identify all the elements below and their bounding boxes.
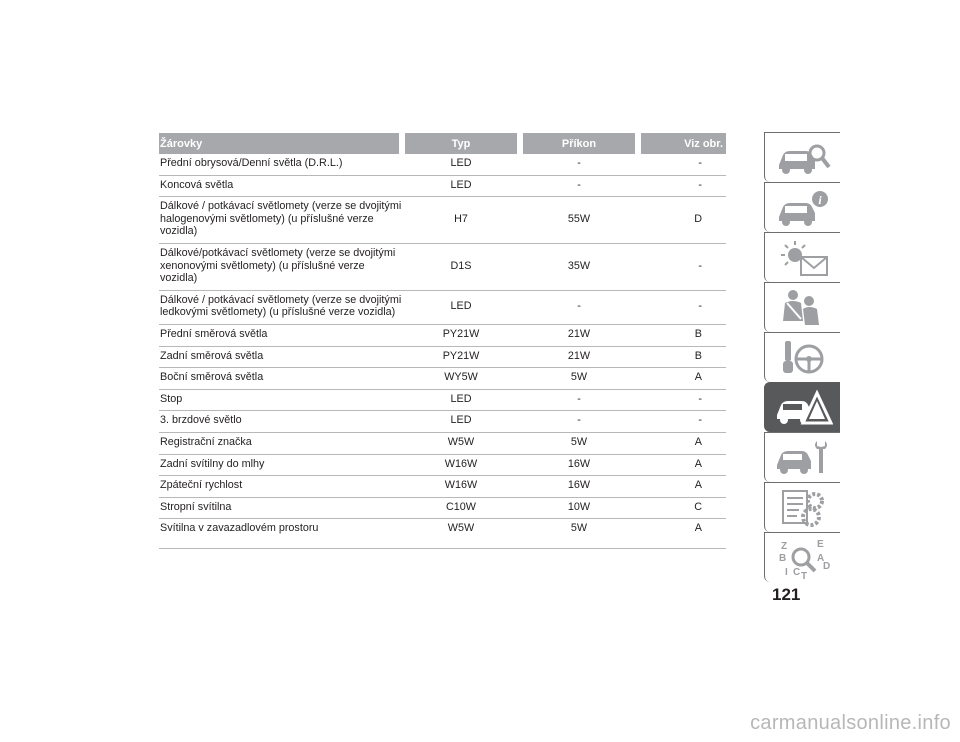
table-row (159, 476, 726, 498)
bulb-power: 16W (520, 476, 638, 498)
bulb-figure: - (638, 175, 726, 197)
bulb-name: Stop (159, 389, 402, 411)
alphabetical-index-icon (773, 537, 833, 579)
table-row (159, 175, 726, 197)
car-info-icon (773, 187, 833, 229)
key-steering-wheel-icon (773, 337, 833, 379)
bulb-figure: C (638, 497, 726, 519)
table-row (159, 454, 726, 476)
bulb-figure: A (638, 519, 726, 549)
svg-text:i: i (817, 192, 822, 207)
bulb-power: 16W (520, 454, 638, 476)
bulb-type: PY21W (402, 346, 520, 368)
bulb-figure: A (638, 432, 726, 454)
bulb-power: - (520, 389, 638, 411)
bulb-type: LED (402, 154, 520, 175)
bulb-power: 35W (520, 243, 638, 290)
table-row (159, 497, 726, 519)
bulb-power: 5W (520, 368, 638, 390)
svg-text:A: A (816, 552, 824, 564)
tab-servicing-care[interactable] (764, 432, 840, 482)
table-header-row (159, 133, 726, 154)
bulb-type: W5W (402, 519, 520, 549)
bulb-name: Dálkové/potkávací světlomety (verze se dvojitými xenonovými světlomety) (u příslušné verze vozidla) (159, 243, 402, 290)
car-breakdown-warning-icon (773, 387, 833, 429)
svg-text:I: I (784, 566, 788, 578)
header-power: Příkon (520, 133, 638, 154)
bulb-type: W16W (402, 454, 520, 476)
tab-in-emergency[interactable] (764, 382, 840, 432)
table-row (159, 197, 726, 244)
bulb-type: LED (402, 290, 520, 324)
bulb-power: 55W (520, 197, 638, 244)
table-row (159, 389, 726, 411)
bulb-type: WY5W (402, 368, 520, 390)
svg-text:C: C (792, 566, 800, 578)
bulb-power: 10W (520, 497, 638, 519)
tab-starting-driving[interactable] (764, 332, 840, 382)
bulb-type: W16W (402, 476, 520, 498)
bulb-table (159, 133, 726, 549)
bulb-power: - (520, 154, 638, 175)
bulb-figure: B (638, 324, 726, 346)
bulb-power: 5W (520, 519, 638, 549)
table-row (159, 154, 726, 175)
bulb-name: Dálkové / potkávací světlomety (verze se dvojitými ledkovými světlomety) (u příslušné verze vozidla) (159, 290, 402, 324)
bulb-type: LED (402, 411, 520, 433)
header-figure: Viz obr. (638, 133, 726, 154)
svg-text:D: D (822, 560, 830, 572)
bulb-figure: A (638, 454, 726, 476)
bulb-power: - (520, 411, 638, 433)
bulb-name: Koncová světla (159, 175, 402, 197)
car-service-wrench-icon (773, 437, 833, 479)
page-number: 121 (772, 585, 801, 604)
tab-index[interactable] (764, 532, 840, 582)
bulb-type: LED (402, 389, 520, 411)
bulb-name: Přední směrová světla (159, 324, 402, 346)
svg-text:T: T (800, 570, 807, 579)
table-body (159, 154, 726, 548)
bulb-type: D1S (402, 243, 520, 290)
table-row (159, 368, 726, 390)
header-type: Typ (402, 133, 520, 154)
bulb-type: PY21W (402, 324, 520, 346)
bulb-figure: - (638, 154, 726, 175)
bulb-figure: - (638, 411, 726, 433)
car-search-icon (773, 137, 833, 179)
bulb-figure: - (638, 243, 726, 290)
bulb-figure: - (638, 389, 726, 411)
tab-instrument-panel[interactable] (764, 182, 840, 232)
bulb-name: Zadní svítilny do mlhy (159, 454, 402, 476)
bulb-figure: A (638, 368, 726, 390)
tab-warning-lights[interactable] (764, 232, 840, 282)
seatbelt-airbag-icon (773, 287, 833, 329)
warning-light-message-icon (773, 237, 833, 279)
bulb-power: 21W (520, 346, 638, 368)
table-row (159, 243, 726, 290)
bulb-name: Boční směrová světla (159, 368, 402, 390)
table-row (159, 324, 726, 346)
svg-text:E: E (816, 538, 824, 550)
bulb-name: Dálkové / potkávací světlomety (verze se dvojitými halogenovými světlomety) (u příslušné verze vozidla) (159, 197, 402, 244)
table-row (159, 346, 726, 368)
bulb-power: 5W (520, 432, 638, 454)
bulb-name: Svítilna v zavazadlovém prostoru (159, 519, 402, 549)
bulb-type: H7 (402, 197, 520, 244)
bulb-power: - (520, 290, 638, 324)
bulb-type: C10W (402, 497, 520, 519)
bulb-figure: A (638, 476, 726, 498)
chapter-sidebar (764, 132, 840, 582)
technical-data-gear-icon (773, 487, 833, 529)
bulb-power: - (520, 175, 638, 197)
bulb-figure: - (638, 290, 726, 324)
svg-text:Z: Z (780, 540, 787, 552)
tab-getting-to-know[interactable] (764, 132, 840, 182)
tab-safety[interactable] (764, 282, 840, 332)
table-row (159, 432, 726, 454)
bulb-type: W5W (402, 432, 520, 454)
svg-text:B: B (778, 552, 786, 564)
bulb-name: Stropní svítilna (159, 497, 402, 519)
table-row (159, 290, 726, 324)
bulb-name: 3. brzdové světlo (159, 411, 402, 433)
bulb-name: Zpáteční rychlost (159, 476, 402, 498)
bulb-name: Registrační značka (159, 432, 402, 454)
table-row (159, 411, 726, 433)
bulb-figure: B (638, 346, 726, 368)
bulb-name: Zadní směrová světla (159, 346, 402, 368)
bulb-type: LED (402, 175, 520, 197)
table-row (159, 519, 726, 549)
watermark: carmanualsonline.info (750, 712, 951, 734)
bulb-figure: D (638, 197, 726, 244)
bulb-power: 21W (520, 324, 638, 346)
tab-technical-data[interactable] (764, 482, 840, 532)
bulb-name: Přední obrysová/Denní světla (D.R.L.) (159, 154, 402, 175)
header-bulbs: Žárovky (159, 133, 402, 154)
